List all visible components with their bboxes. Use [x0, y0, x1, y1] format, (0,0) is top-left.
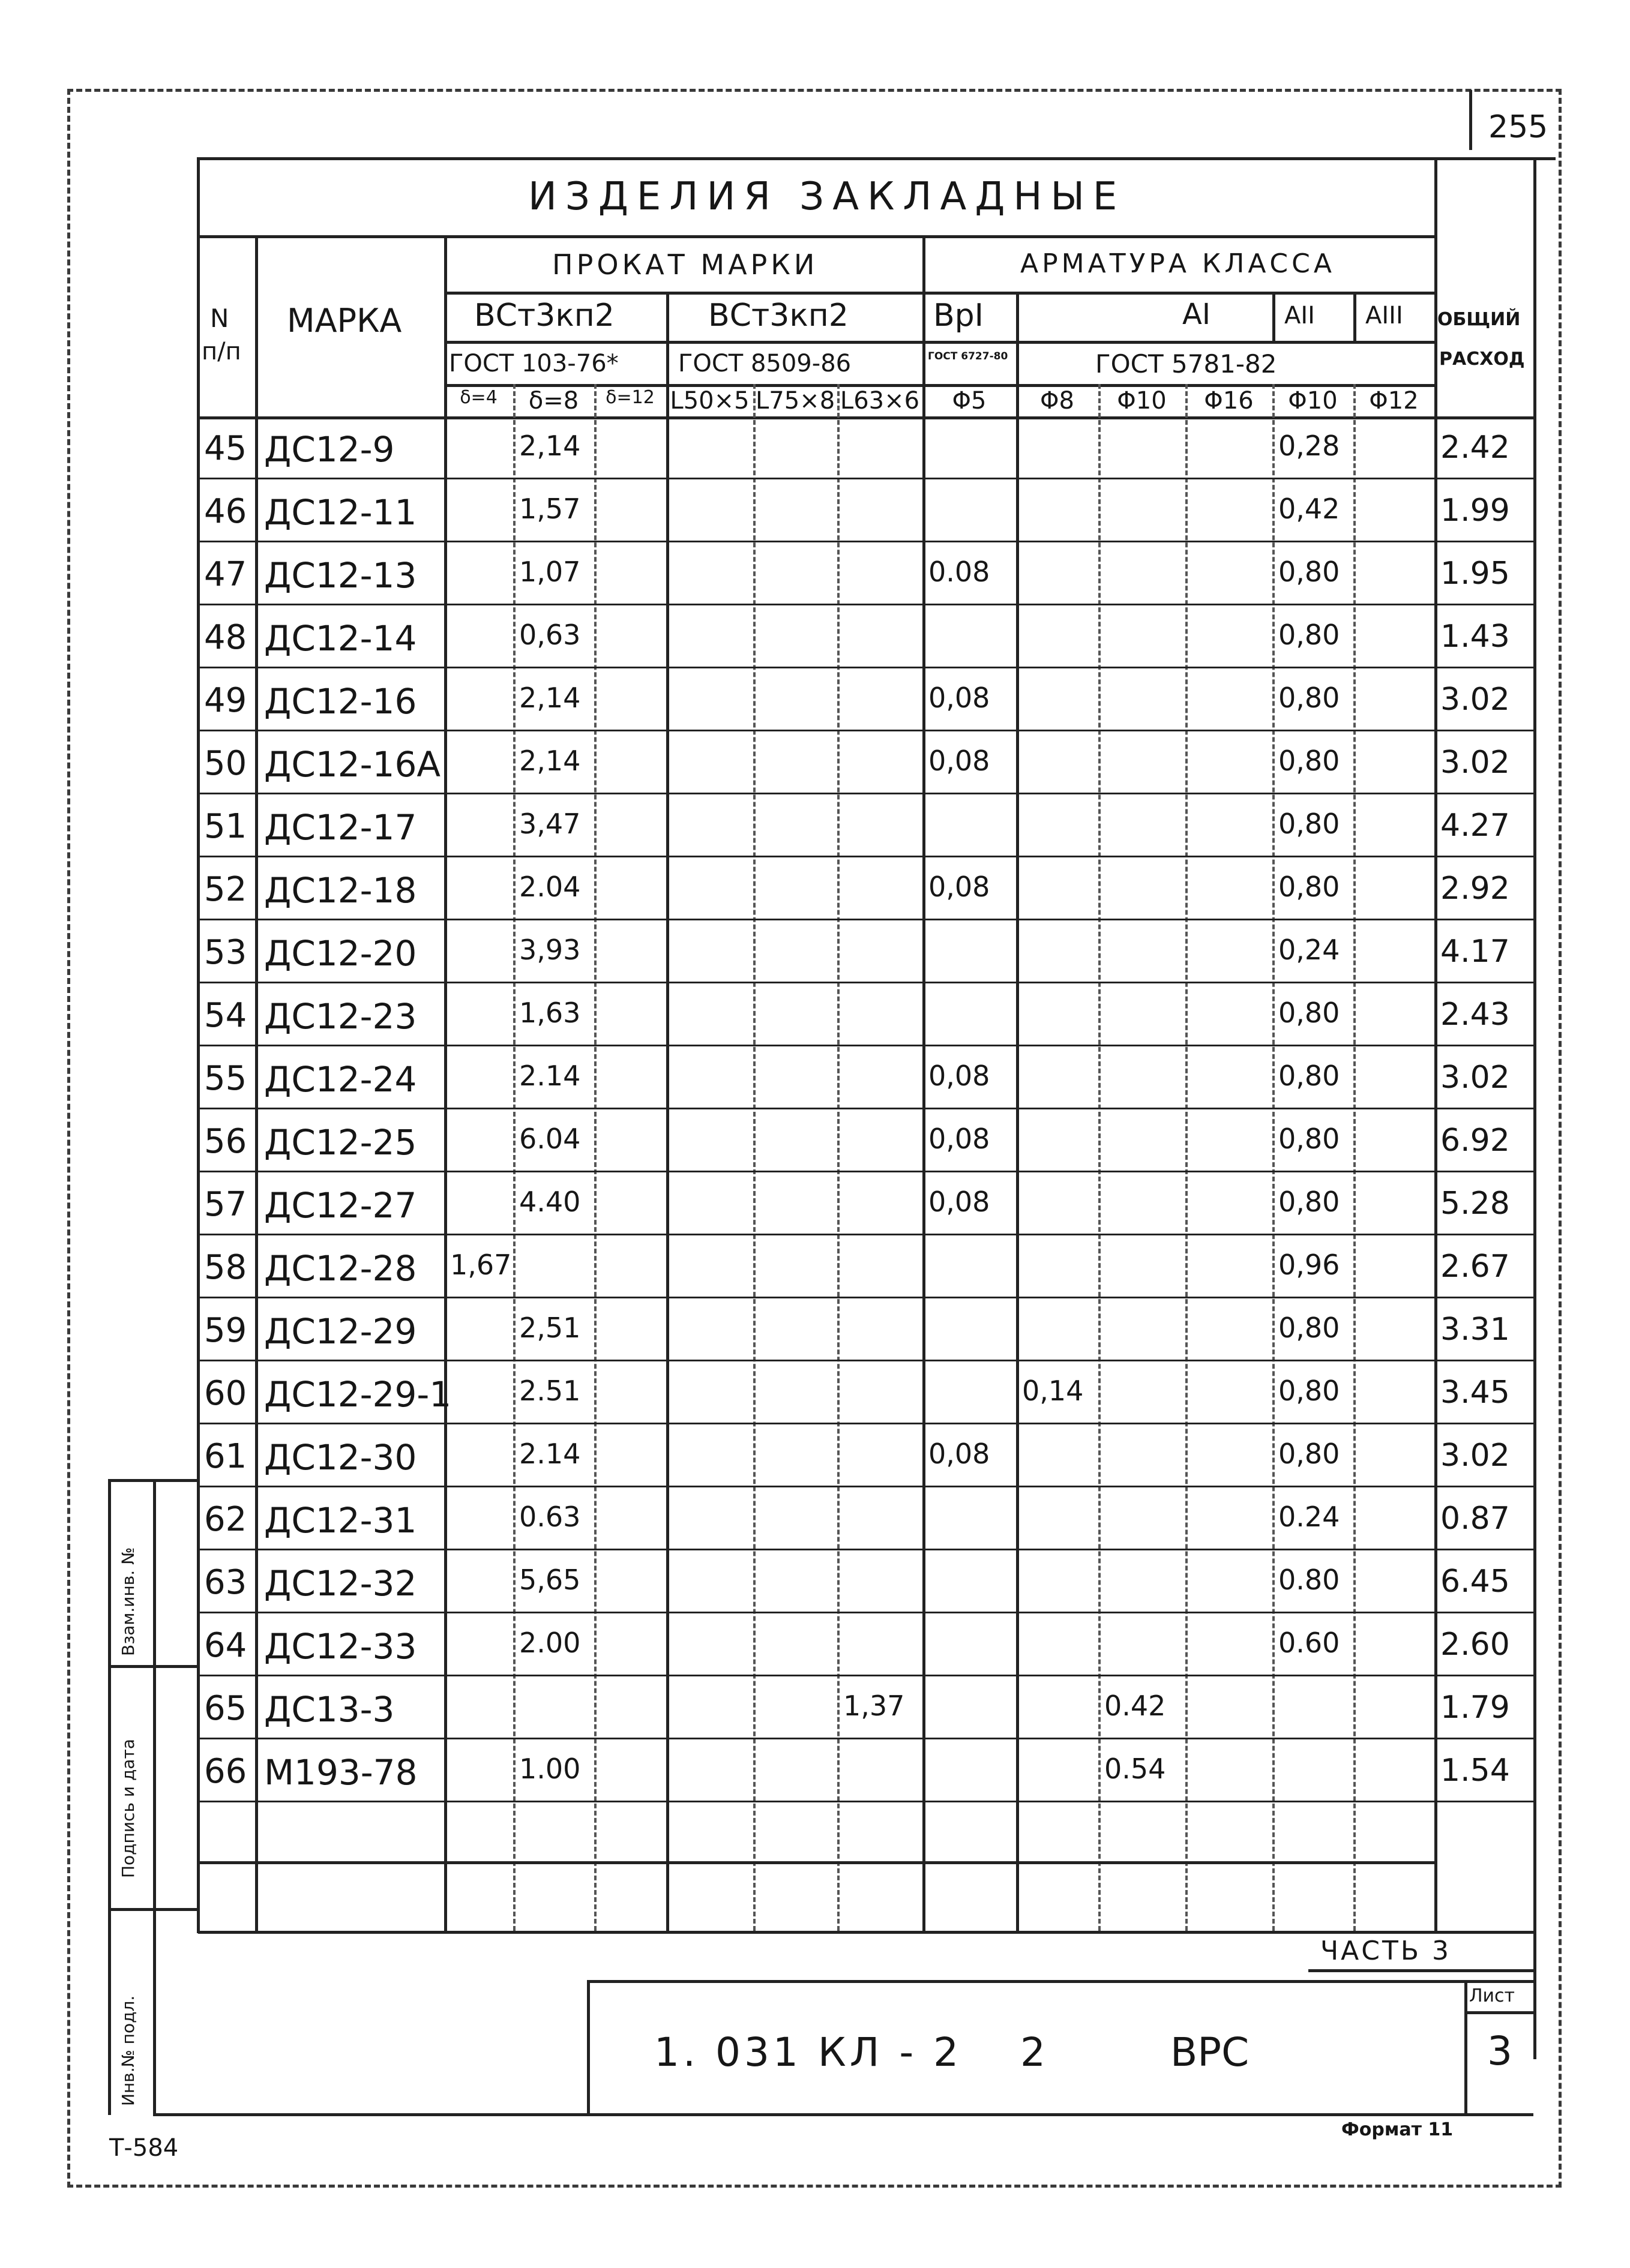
- row-divider: [198, 919, 1535, 920]
- row-total: 3.02: [1440, 745, 1510, 781]
- row-total: 3.02: [1440, 1060, 1510, 1096]
- cell-f5: 0,08: [928, 1186, 990, 1218]
- sub-header-10: Φ10: [1288, 387, 1338, 415]
- row-marka: ДС12-16: [264, 681, 417, 722]
- row-total: 2.92: [1440, 871, 1510, 907]
- row-total: 4.27: [1440, 808, 1510, 844]
- column-divider-2: [594, 384, 597, 1931]
- cell-d8: 1.00: [519, 1753, 581, 1785]
- cell-f10: 0.54: [1104, 1753, 1166, 1785]
- cell-f8: 0,14: [1022, 1375, 1084, 1407]
- bp1-label: ВрI: [933, 298, 984, 334]
- row-number: 47: [204, 555, 247, 594]
- row-total: 1.54: [1440, 1753, 1510, 1789]
- column-divider-4: [753, 384, 756, 1931]
- row-number: 56: [204, 1122, 247, 1161]
- cell-a2: 0,80: [1278, 1186, 1340, 1218]
- row-number: 61: [204, 1437, 247, 1476]
- row-number: 59: [204, 1311, 247, 1350]
- cell-f5: 0,08: [928, 745, 990, 777]
- cell-a2: 0,80: [1278, 871, 1340, 903]
- part-label: ЧАСТЬ 3: [1320, 1936, 1452, 1966]
- cell-d8: 3,47: [519, 808, 581, 840]
- cell-d8: 0,63: [519, 619, 581, 651]
- side-podp-label: Подпись и дата: [118, 1739, 138, 1878]
- table-top: [198, 157, 1556, 160]
- column-divider-10: [1272, 384, 1275, 1931]
- cell-d8: 2.14: [519, 1060, 581, 1092]
- row-number: 65: [204, 1689, 247, 1728]
- cell-d8: 3,93: [519, 934, 581, 966]
- cell-d8: 6.04: [519, 1123, 581, 1155]
- a2-label: АII: [1284, 302, 1315, 329]
- cell-f5: 0,08: [928, 871, 990, 903]
- row-divider: [198, 1108, 1535, 1109]
- stamp-list-value: 3: [1487, 2028, 1512, 2074]
- cell-a2: 0,80: [1278, 997, 1340, 1029]
- marka-header: МАРКА: [287, 302, 402, 340]
- stamp-code: 1. 031 КЛ - 2: [654, 2029, 963, 2075]
- a1-divider: [1272, 292, 1275, 341]
- sub-header-11: Φ12: [1369, 387, 1419, 415]
- cell-a2: 0,80: [1278, 1438, 1340, 1470]
- table-title: ИЗДЕЛИЯ ЗАКЛАДНЫЕ: [528, 175, 1126, 219]
- side-col-left: [108, 1479, 111, 2115]
- row-number: 51: [204, 807, 247, 846]
- a3-label: АIII: [1365, 302, 1403, 329]
- row-marka: ДС12-25: [264, 1122, 417, 1163]
- n-sub-label: п/п: [202, 338, 241, 365]
- a1-label: АI: [1182, 298, 1210, 331]
- armatura-header: АРМАТУРА КЛАССА: [1020, 248, 1335, 279]
- row-marka: ДС12-31: [264, 1500, 417, 1541]
- part-underline: [1308, 1969, 1535, 1972]
- header-line-2: [444, 341, 1436, 344]
- row-total: 1.79: [1440, 1690, 1510, 1726]
- cell-d4: 1,67: [450, 1249, 512, 1281]
- format-label: Формат 11: [1341, 2119, 1454, 2140]
- row-divider: [198, 1171, 1535, 1172]
- row-marka: ДС12-11: [264, 492, 417, 533]
- row-number: 66: [204, 1752, 247, 1791]
- sub-header-3: L50×5: [670, 387, 750, 415]
- row-divider: [198, 1738, 1535, 1739]
- cell-d8: 2.00: [519, 1627, 581, 1659]
- cell-d8: 2.04: [519, 871, 581, 903]
- header-bottom: [198, 416, 1535, 419]
- table-bottom: [198, 1931, 1535, 1934]
- row-number: 64: [204, 1626, 247, 1665]
- cell-f10: 0.42: [1104, 1690, 1166, 1722]
- gost-1: ГОСТ 103-76*: [449, 350, 619, 377]
- column-divider-3: [666, 384, 669, 1931]
- row-total: 3.45: [1440, 1375, 1510, 1411]
- row-marka: ДС13-3: [264, 1689, 395, 1730]
- cell-d8: 5,65: [519, 1564, 581, 1596]
- cell-d8: 1,07: [519, 556, 581, 588]
- row-divider: [198, 1360, 1535, 1361]
- row-total: 2.67: [1440, 1249, 1510, 1285]
- gost-2: ГОСТ 8509-86: [678, 350, 852, 377]
- row-number: 52: [204, 870, 247, 909]
- gost-3: ГОСТ 6727-80: [928, 350, 1008, 362]
- row-total: 2.42: [1440, 430, 1510, 466]
- n-label: N: [210, 304, 229, 333]
- gost-4: ГОСТ 5781-82: [1095, 349, 1277, 379]
- sub-header-7: Φ8: [1040, 387, 1074, 415]
- row-marka: ДС12-33: [264, 1626, 417, 1667]
- cell-d8: 2.14: [519, 1438, 581, 1470]
- row-divider: [198, 856, 1535, 857]
- row-total: 2.43: [1440, 997, 1510, 1033]
- row-number: 53: [204, 933, 247, 972]
- column-divider-8: [1098, 384, 1101, 1931]
- row-number: 48: [204, 618, 247, 657]
- page-number-divider: [1469, 90, 1472, 150]
- row-divider: [198, 1486, 1535, 1487]
- sub-header-6: Φ5: [952, 387, 987, 415]
- row-divider: [198, 667, 1535, 668]
- row-total: 1.99: [1440, 493, 1510, 529]
- sub-header-4: L75×8: [756, 387, 835, 415]
- cell-a2: 0,80: [1278, 1060, 1340, 1092]
- cell-f5: 0,08: [928, 682, 990, 714]
- side-top: [108, 1479, 198, 1482]
- row-marka: ДС12-28: [264, 1248, 417, 1289]
- row-marka: ДС12-16А: [264, 744, 441, 785]
- row-total: 6.92: [1440, 1123, 1510, 1159]
- column-divider-11: [1353, 384, 1356, 1931]
- row-divider: [198, 730, 1535, 731]
- row-divider: [198, 1297, 1535, 1298]
- stamp-left: [587, 1980, 590, 2115]
- cell-a2: 0,80: [1278, 808, 1340, 840]
- stamp-bottom: [153, 2113, 1533, 2116]
- row-divider: [198, 604, 1535, 605]
- stamp-list-label: Лист: [1469, 1985, 1515, 2006]
- row-number: 49: [204, 681, 247, 720]
- cell-a2: 0,80: [1278, 619, 1340, 651]
- empty-row-bottom: [198, 1861, 1436, 1864]
- row-total: 1.95: [1440, 556, 1510, 592]
- side-sep-2: [108, 1908, 198, 1911]
- column-divider-6: [922, 384, 925, 1931]
- sub-header-8: Φ10: [1117, 387, 1167, 415]
- sub-header-2: δ=12: [606, 387, 655, 408]
- row-total: 6.45: [1440, 1564, 1510, 1600]
- cell-d8: 4.40: [519, 1186, 581, 1218]
- cell-d8: 1,57: [519, 493, 581, 525]
- stamp-vrs: ВРС: [1170, 2029, 1250, 2075]
- cell-a2: 0,96: [1278, 1249, 1340, 1281]
- row-divider: [198, 1423, 1535, 1424]
- row-divider: [198, 541, 1535, 542]
- prokat-header: ПРОКАТ МАРКИ: [552, 248, 819, 281]
- row-marka: ДС12-29-1: [264, 1374, 452, 1415]
- cell-l63: 1,37: [843, 1690, 905, 1722]
- row-number: 57: [204, 1185, 247, 1224]
- cell-a2: 0,80: [1278, 1375, 1340, 1407]
- row-number: 54: [204, 996, 247, 1035]
- cell-a2: 0,28: [1278, 430, 1340, 462]
- cell-f5: 0.08: [928, 556, 990, 588]
- vst-label-2: ВСт3кп2: [708, 298, 849, 334]
- cell-d8: 2,14: [519, 430, 581, 462]
- row-number: 55: [204, 1059, 247, 1098]
- stamp-list-sep: [1464, 2011, 1533, 2014]
- title-row-bottom: [198, 235, 1436, 238]
- cell-a2: 0,24: [1278, 934, 1340, 966]
- row-marka: ДС12-29: [264, 1311, 417, 1352]
- sub-header-5: L63×6: [840, 387, 920, 415]
- column-divider-1: [513, 384, 516, 1931]
- a2-divider: [1353, 292, 1356, 341]
- side-vzam-label: Взам.инв. №: [118, 1547, 138, 1656]
- cell-d8: 0.63: [519, 1501, 581, 1533]
- side-col-mid: [153, 1479, 156, 2115]
- row-total: 3.02: [1440, 1438, 1510, 1474]
- cell-d8: 2,14: [519, 682, 581, 714]
- column-divider-9: [1185, 384, 1188, 1931]
- vst-label-1: ВСт3кп2: [474, 298, 615, 334]
- row-divider: [198, 478, 1535, 479]
- cell-a2: 0,80: [1278, 1312, 1340, 1344]
- header-line-3: [444, 384, 1436, 387]
- column-divider-7: [1016, 384, 1019, 1931]
- sub-header-9: Φ16: [1204, 387, 1254, 415]
- n-col-right: [255, 235, 258, 1932]
- row-marka: ДС12-23: [264, 996, 417, 1037]
- cell-a2: 0,80: [1278, 1123, 1340, 1155]
- cell-f5: 0,08: [928, 1123, 990, 1155]
- row-number: 60: [204, 1374, 247, 1413]
- row-divider: [198, 1549, 1535, 1550]
- row-marka: ДС12-18: [264, 870, 417, 911]
- row-total: 3.02: [1440, 682, 1510, 718]
- side-inv-label: Инв.№ подл.: [118, 1995, 138, 2106]
- row-marka: ДС12-24: [264, 1059, 417, 1100]
- row-marka: М193-78: [264, 1752, 418, 1793]
- cell-a2: 0,80: [1278, 556, 1340, 588]
- stamp-num: 2: [1020, 2029, 1045, 2075]
- row-total: 5.28: [1440, 1186, 1510, 1222]
- row-number: 63: [204, 1563, 247, 1602]
- row-divider: [198, 1045, 1535, 1046]
- header-line-1: [444, 292, 1436, 295]
- row-total: 2.60: [1440, 1627, 1510, 1663]
- row-divider: [198, 1234, 1535, 1235]
- row-number: 62: [204, 1500, 247, 1539]
- cell-a2: 0,42: [1278, 493, 1340, 525]
- row-marka: ДС12-20: [264, 933, 417, 974]
- stamp-list-divider: [1464, 1980, 1467, 2113]
- cell-a2: 0.60: [1278, 1627, 1340, 1659]
- cell-a2: 0.80: [1278, 1564, 1340, 1596]
- cell-d8: 2.51: [519, 1375, 581, 1407]
- cell-d8: 2,14: [519, 745, 581, 777]
- page-number: 255: [1488, 109, 1548, 145]
- cell-f5: 0,08: [928, 1438, 990, 1470]
- cell-d8: 2,51: [519, 1312, 581, 1344]
- cell-a2: 0,80: [1278, 745, 1340, 777]
- row-divider: [198, 1801, 1535, 1802]
- cell-a2: 0,80: [1278, 682, 1340, 714]
- row-number: 50: [204, 744, 247, 783]
- row-marka: ДС12-30: [264, 1437, 417, 1478]
- row-number: 58: [204, 1248, 247, 1287]
- row-marka: ДС12-32: [264, 1563, 417, 1604]
- row-total: 1.43: [1440, 619, 1510, 655]
- row-divider: [198, 982, 1535, 983]
- row-divider: [198, 1675, 1535, 1676]
- sub-header-1: δ=8: [528, 387, 579, 415]
- row-divider: [198, 793, 1535, 794]
- cell-f5: 0,08: [928, 1060, 990, 1092]
- side-sep-1: [108, 1665, 198, 1668]
- row-total: 0.87: [1440, 1501, 1510, 1537]
- row-total: 3.31: [1440, 1312, 1510, 1348]
- total-header-1: ОБЩИЙ: [1437, 309, 1521, 330]
- row-number: 46: [204, 492, 247, 531]
- bottom-code: Т-584: [109, 2134, 179, 2162]
- sub-header-0: δ=4: [460, 387, 498, 408]
- marka-col-right: [444, 235, 447, 1932]
- row-marka: ДС12-17: [264, 807, 417, 848]
- row-number: 45: [204, 429, 247, 468]
- row-marka: ДС12-14: [264, 618, 417, 659]
- row-divider: [198, 1612, 1535, 1613]
- row-marka: ДС12-9: [264, 429, 395, 470]
- stamp-top: [588, 1980, 1533, 1983]
- cell-d8: 1,63: [519, 997, 581, 1029]
- row-marka: ДС12-27: [264, 1185, 417, 1226]
- row-marka: ДС12-13: [264, 555, 417, 596]
- row-total: 4.17: [1440, 934, 1510, 970]
- column-divider-5: [837, 384, 840, 1931]
- total-header-2: РАСХОД: [1439, 349, 1525, 370]
- cell-a2: 0.24: [1278, 1501, 1340, 1533]
